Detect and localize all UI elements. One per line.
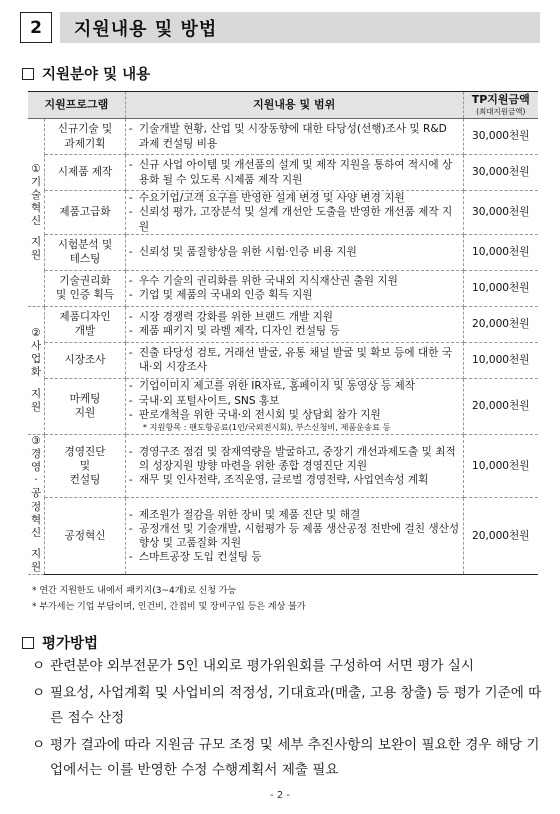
category-char: 공 [31,487,42,500]
content-cell [125,191,463,235]
category-cell [28,434,45,574]
content-item: - 기업이미지 제고를 위한 IR자료, 홈페이지 및 동영상 등 제작 [129,379,460,393]
category-char: 화 [31,366,42,379]
program-cell [45,342,126,378]
header-amount-sub: (최대지원금액) [476,107,526,117]
program-cell [45,306,126,342]
category-char: 기 [31,175,42,188]
category-char [31,380,41,388]
category-char: ② [31,327,41,340]
circle-bullet-icon: ㅇ [32,685,46,701]
amount-cell: 20,000천원 [463,306,538,342]
content-item: - 시장 경쟁력 강화를 위한 브랜드 개발 지원 [129,310,460,324]
program-name-line: 과제기획 [64,137,106,150]
section-number: 2 [20,12,52,43]
amount-cell: 30,000천원 [463,155,538,191]
content-item: - 스마트공장 도입 컨설팅 등 [129,550,460,564]
content-item: - 신뢰성 평가, 고장분석 및 설계 개선안 도출을 반영한 개선품 제작 지원 [129,205,460,234]
content-item: - 제조원가 절감을 위한 장비 및 제품 진단 및 해결 [129,508,460,522]
category-char: 술 [31,188,42,201]
content-item: - 기술개발 현황, 산업 및 시장동향에 대한 타당성(선행)조사 및 R&D 과제 컨설팅 비용 [129,122,460,151]
table-row [28,155,538,191]
content-cell [125,434,463,497]
program-name-line: 지원 [74,407,96,420]
evaluation-item [22,733,542,783]
category-char: 원 [31,249,42,262]
amount-cell: 10,000천원 [463,342,538,378]
category-char [31,540,41,548]
table-row [28,378,538,434]
content-item: - 경영구조 점검 및 잠재역량을 발굴하고, 중장기 개선과제도출 및 최적의 성장지원 방향 마련을 위한 종합 경영진단 지원 [129,445,460,474]
evaluation-item-text: 필요성, 사업계획 및 사업비의 적정성, 기대효과(매출, 고용 창출) 등 평가 기준에 따른 점수 산정 [50,685,542,726]
program-cell [45,434,126,497]
category-char: 혁 [31,513,42,526]
footnote-1: * 연간 지원한도 내에서 패키지(3~4개)로 신청 가능 [32,586,237,596]
support-program-table [28,91,538,575]
program-cell [45,498,126,575]
table-row [28,342,538,378]
program-cell [45,119,126,155]
amount-cell: 10,000천원 [463,270,538,306]
header-amount [463,92,538,119]
program-name-line: 마케팅 [69,393,101,406]
category-char: 지 [31,387,42,400]
category-char: 지 [31,547,42,560]
amount-cell: 30,000천원 [463,191,538,235]
support-area-heading [22,63,150,84]
header-amount-label: TP지원금액 [471,93,530,107]
content-cell [125,119,463,155]
table-row [28,234,538,270]
table-row [28,270,538,306]
program-cell [45,191,126,235]
category-cell [28,119,45,307]
amount-cell: 10,000천원 [463,434,538,497]
program-name-line: 및 [79,459,91,472]
evaluation-list [22,654,542,785]
content-item: - 수요기업/고객 요구를 반영한 설계 변경 및 사양 변경 지원 [129,191,460,205]
evaluation-item-text: 관련분야 외부전문가 5인 내외로 평가위원회를 구성하여 서면 평가 실시 [50,658,475,674]
square-bullet-icon [22,637,34,649]
program-name-line: 개발 [74,325,96,338]
category-char: 영 [31,461,42,474]
square-bullet-icon [22,68,34,80]
content-item: - 판로개척을 위한 국내·외 전시회 및 상담회 참가 지원 [129,408,460,422]
header-program: 지원프로그램 [28,92,125,119]
content-cell [125,234,463,270]
program-name-line: 공정혁신 [64,530,106,543]
program-name-line: 제품고급화 [59,206,111,219]
program-name-line: 경영진단 [64,445,106,458]
program-name-line: 기술권리화 [59,275,111,288]
program-cell [45,270,126,306]
table-header-row [28,92,538,119]
program-cell [45,378,126,434]
category-char: 신 [31,215,42,227]
evaluation-item [22,681,542,731]
footnote-2: * 부가세는 기업 부담이며, 인건비, 간접비 및 장비구입 등은 계상 불가 [32,602,306,612]
content-item: - 국내·외 포털사이트, SNS 홍보 [129,394,460,408]
content-item: - 제품 패키지 및 라벨 제작, 디자인 컨설팅 등 [129,324,460,338]
content-item: - 신뢰성 및 품질향상을 위한 시험·인증 비용 지원 [129,245,460,259]
content-item: - 기업 및 제품의 국내외 인증 획득 지원 [129,288,460,302]
table-row [28,498,538,575]
content-item: - 진출 타당성 검토, 거래선 발굴, 유통 채널 발굴 및 확보 등에 대한 국내·외 시장조사 [129,346,460,375]
category-char: · [34,474,38,487]
table-row [28,191,538,235]
program-cell [45,234,126,270]
evaluation-title: 평가방법 [42,636,99,652]
evaluation-heading [22,632,98,653]
evaluation-item-text: 평가 결과에 따라 지원금 규모 조정 및 세부 추진사항의 보완이 필요한 경우 해당 기업에서는 이를 반영한 수정 수행계획서 제출 필요 [50,737,540,778]
section-header [20,12,540,43]
content-item: - 우수 기술의 권리화를 위한 국내외 지식재산권 출원 지원 [129,274,460,288]
evaluation-item [22,654,542,679]
category-char: 지 [31,236,42,249]
content-note: * 지원항목 : 팬도항공료(1인/국외전시회), 부스신청비, 제품운송료 등 [142,422,391,433]
program-name-line: 컨설팅 [69,474,101,487]
page-number: - 2 - [270,790,290,801]
program-name-line: 제품디자인 [59,311,111,324]
section-title: 지원내용 및 방법 [60,12,540,43]
content-cell [125,155,463,191]
program-name-line: 신규기술 및 [57,123,113,136]
content-item: - 재무 및 인사전략, 조직운영, 글로벌 경영전략, 사업연속성 계획 [129,473,460,487]
category-char: 사 [31,340,42,353]
content-cell [125,270,463,306]
content-cell [125,306,463,342]
circle-bullet-icon: ㅇ [32,658,46,674]
support-area-title: 지원분야 및 내용 [42,67,151,83]
amount-cell: 10,000천원 [463,234,538,270]
table-row [28,119,538,155]
program-name-line: 시제품 제작 [57,166,113,179]
category-char: 업 [31,353,42,366]
category-char: 원 [31,561,42,574]
table-row [28,434,538,497]
program-cell [45,155,126,191]
circle-bullet-icon: ㅇ [32,737,46,753]
category-char: ① [31,162,41,175]
category-char: 정 [31,500,42,513]
category-char [31,228,41,236]
category-char: ③ [31,434,41,447]
amount-cell: 20,000천원 [463,498,538,575]
category-char: 신 [31,526,42,539]
program-name-line: 시장조사 [64,354,106,367]
content-item: - 공정개선 및 기술개발, 시험평가 등 제품 생산공정 전반에 걸친 생산성 향상 및 고품질화 지원 [129,522,460,551]
category-char: 경 [31,448,42,461]
content-item: - 신규 사업 아이템 및 개선품의 설계 및 제작 지원을 통하여 적시에 상용화 될 수 있도록 시제품 제작 지원 [129,158,460,187]
content-cell [125,498,463,575]
amount-cell: 30,000천원 [463,119,538,155]
category-cell [28,306,45,434]
category-char: 원 [31,400,42,413]
table-row [28,306,538,342]
header-content: 지원내용 및 범위 [125,92,463,119]
program-name-line: 및 인증 획득 [56,289,114,302]
program-name-line: 테스팅 [69,253,101,266]
content-cell [125,342,463,378]
content-cell [125,378,463,434]
amount-cell: 20,000천원 [463,378,538,434]
category-char: 혁 [31,201,42,214]
program-name-line: 시험분석 및 [57,239,113,252]
